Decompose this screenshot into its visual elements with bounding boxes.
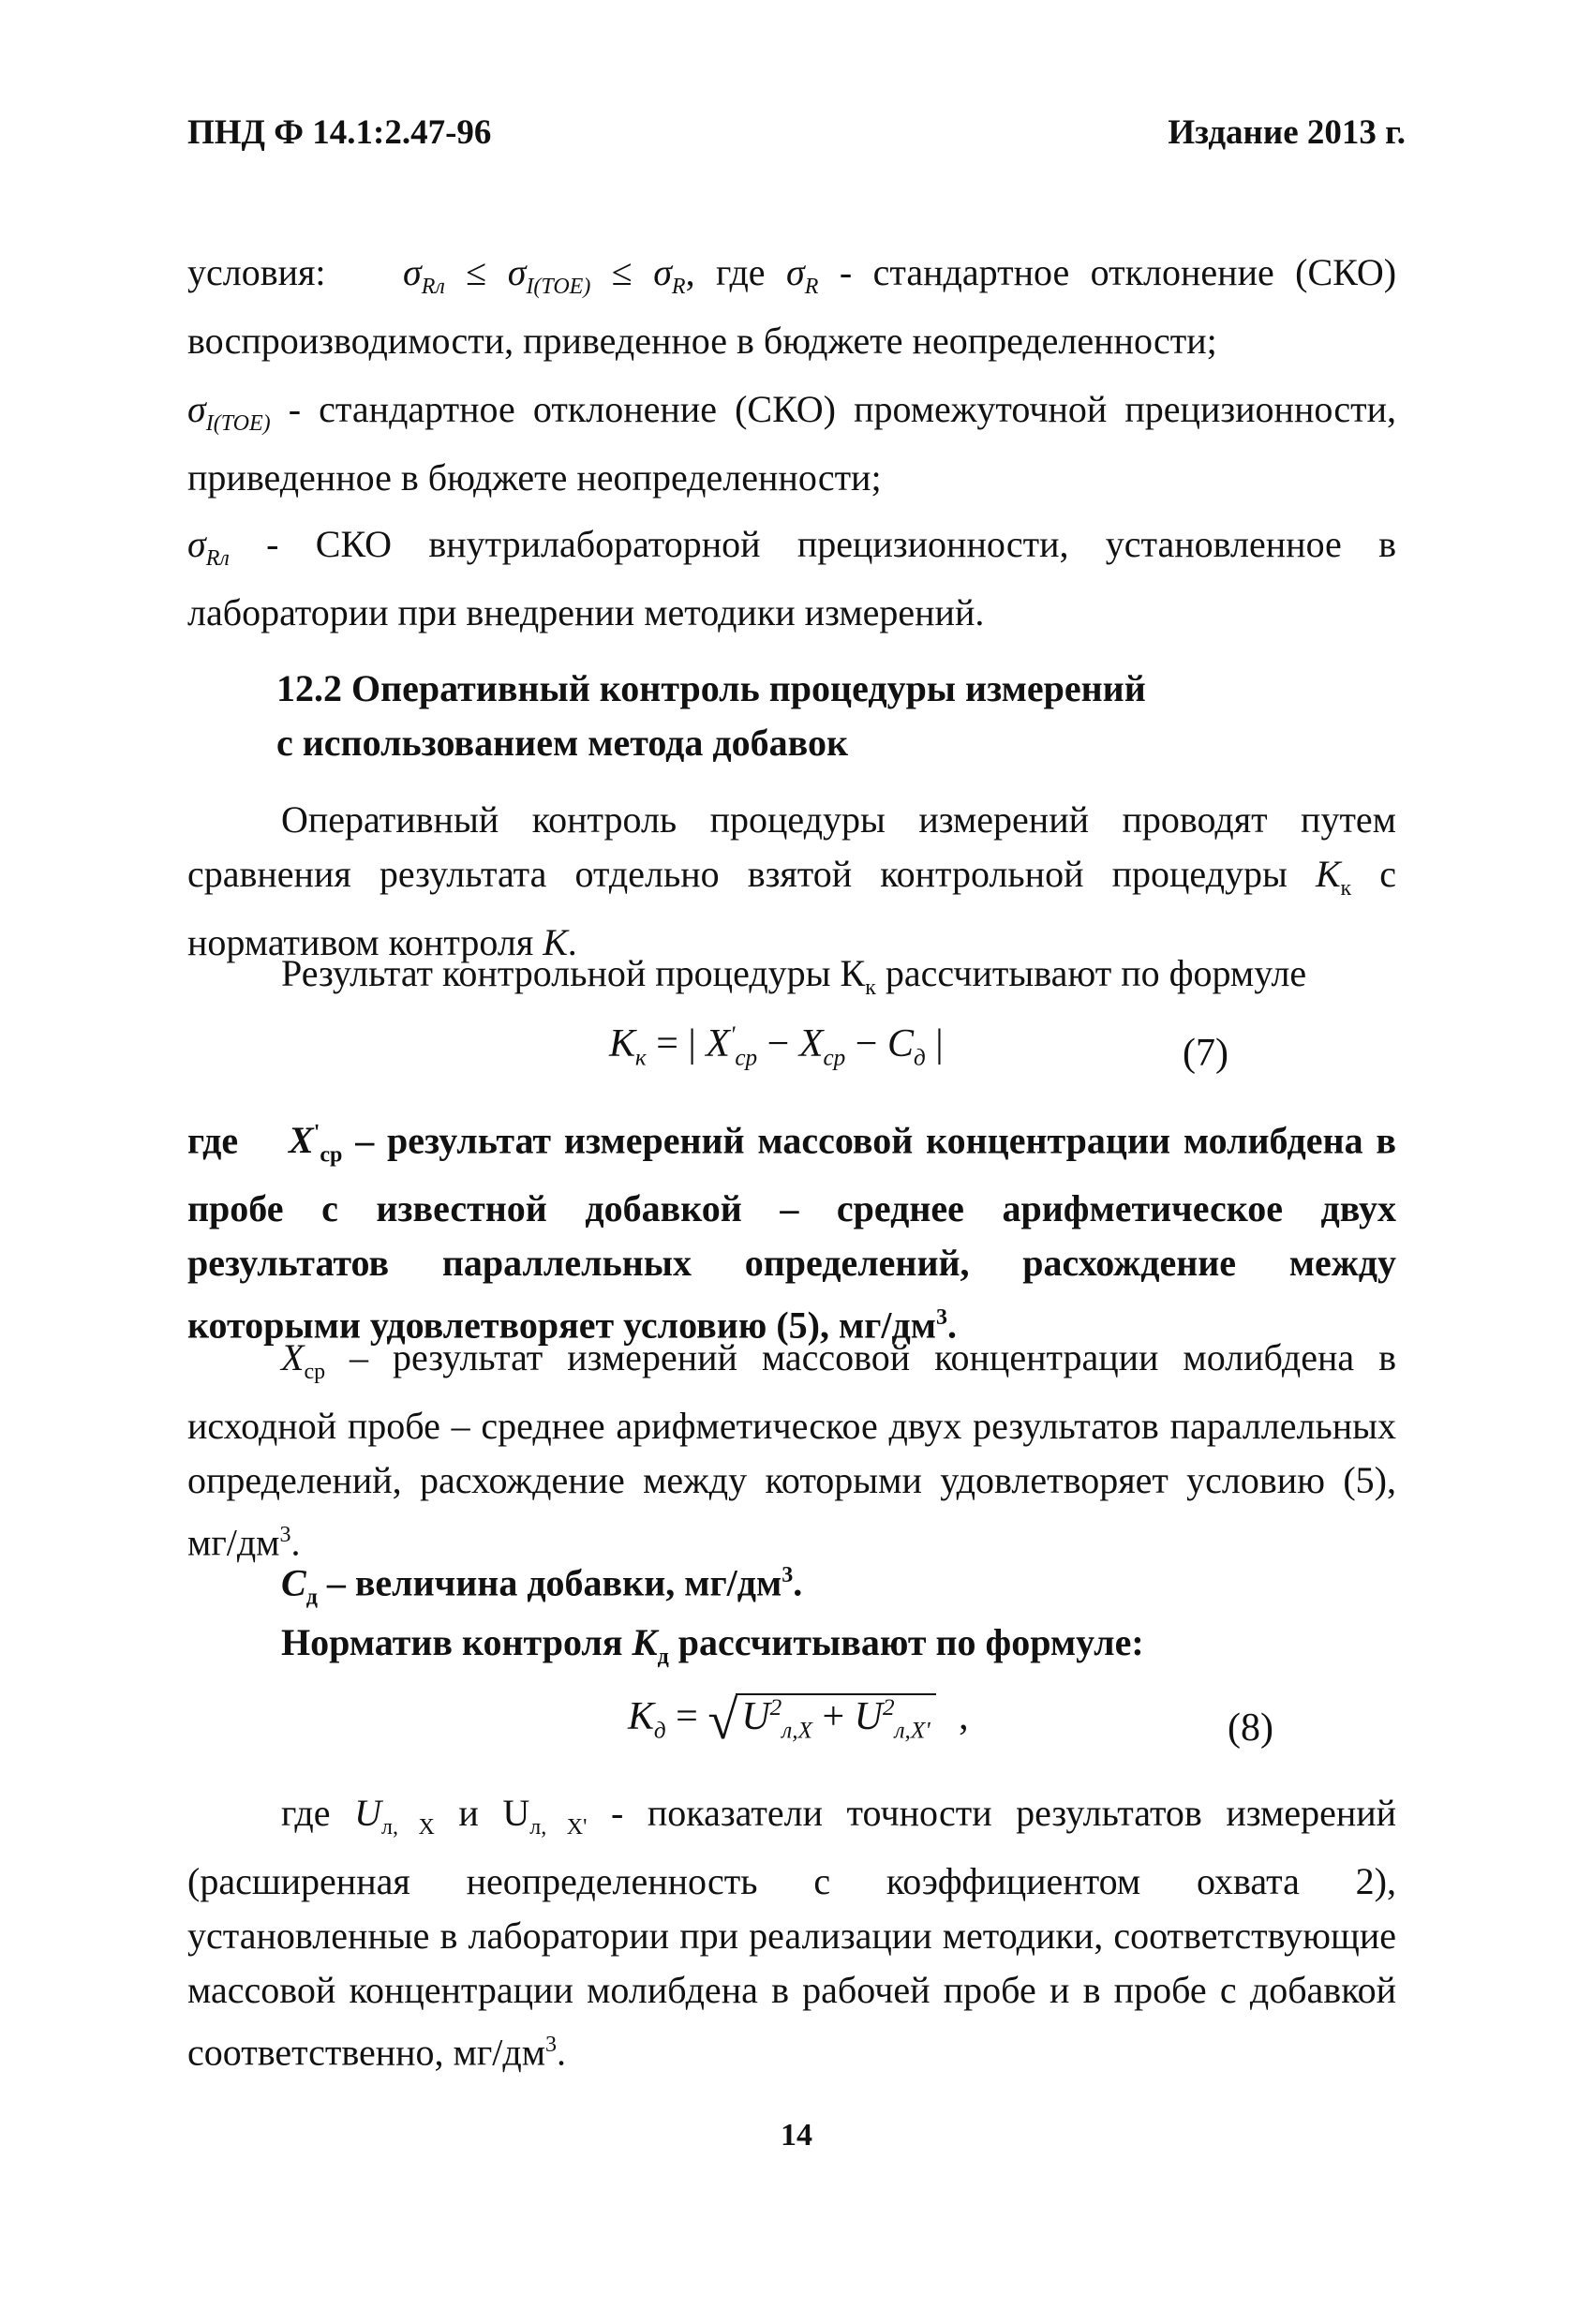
- root-sign: √: [707, 1690, 738, 1750]
- edition-label: Издание 2013 г.: [1168, 113, 1406, 152]
- formula-8: $К_д$ = √ $U^2_{л,X} + U^2_{л,X'}$ ,: [628, 1690, 969, 1750]
- paragraph-x-prime-definition: где $X'_{ср}$ – результат измерений массовой концентрации молибдена в пробе с известной добавкой – среднее арифметическое двух результатов параллельных определений, расхождение между которыми удовлетворяет условию (5), $мг/дм^3$.: [187, 1119, 1397, 1347]
- paragraph-additive-definition: $С_д$ – величина добавки, $мг/дм^3$.: [281, 1561, 803, 1610]
- document-code: ПНД Ф 14.1:2.47-96: [187, 113, 492, 152]
- equation-number-7: (7): [1183, 1032, 1228, 1075]
- paragraph-result-formula-intro: Результат контрольной процедуры $К_к$ рассчитывают по формуле: [281, 952, 1307, 1000]
- paragraph-intermediate-precision: $\sigma_{I(TOE)}$ - стандартное отклонение (СКО) промежуточной прецизионности, приведенное в бюджете неопределенности;: [187, 388, 1397, 499]
- paragraph-x-definition: $X_{ср}$ – результат измерений массовой концентрации молибдена в исходной пробе – среднее арифметическое двух результатов параллельных определений, расхождение между которыми удовлетворяет условию (5), $мг/дм^3$.: [187, 1336, 1396, 1564]
- paragraph-norm-formula-intro: Норматив контроля $К_д$ рассчитывают по формуле:: [281, 1621, 1144, 1669]
- formula-7: $К_к$ = | $X'_{ср} - X_{ср} - С_д$ |: [609, 1022, 944, 1071]
- page-number: 14: [781, 2118, 812, 2153]
- square-root: √ $U^2_{л,X} + U^2_{л,X'}$: [707, 1694, 935, 1744]
- section-heading: 12.2 Оперативный контроль процедуры измерений с использованием метода добавок: [276, 667, 1146, 764]
- paragraph-intralab-precision: $\sigma_{Rл}$ - СКО внутрилабораторной прецизионности, установленное в лаборатории при внедрении методики измерений.: [187, 523, 1396, 633]
- equation-number-8: (8): [1228, 1706, 1273, 1750]
- paragraph-operational-control: Оперативный контроль процедуры измерений проводят путем сравнения результата отдельно взятой контрольной процедуры $К_к$ с нормативом контроля К.: [187, 798, 1397, 963]
- paragraph-accuracy-indicators: где $U_{л, X}$ и $U_{л, X'}$ - показатели точности результатов измерений (расширенная неопределенность с коэффициентом охвата 2), установленные в лаборатории при реализации методики, соответствующие массовой концентрации молибдена в рабочей пробе и в пробе с добавкой соответственно, $мг/дм^3$.: [187, 1792, 1397, 2074]
- paragraph-conditions: условия: $\sigma_{Rл} \le \sigma_{I(TOE)} \le \sigma_R$, где $\sigma_R$ - стандартное отклонение (СКО) воспроизводимости, приведенное в бюджете неопределенности;: [187, 251, 1397, 362]
